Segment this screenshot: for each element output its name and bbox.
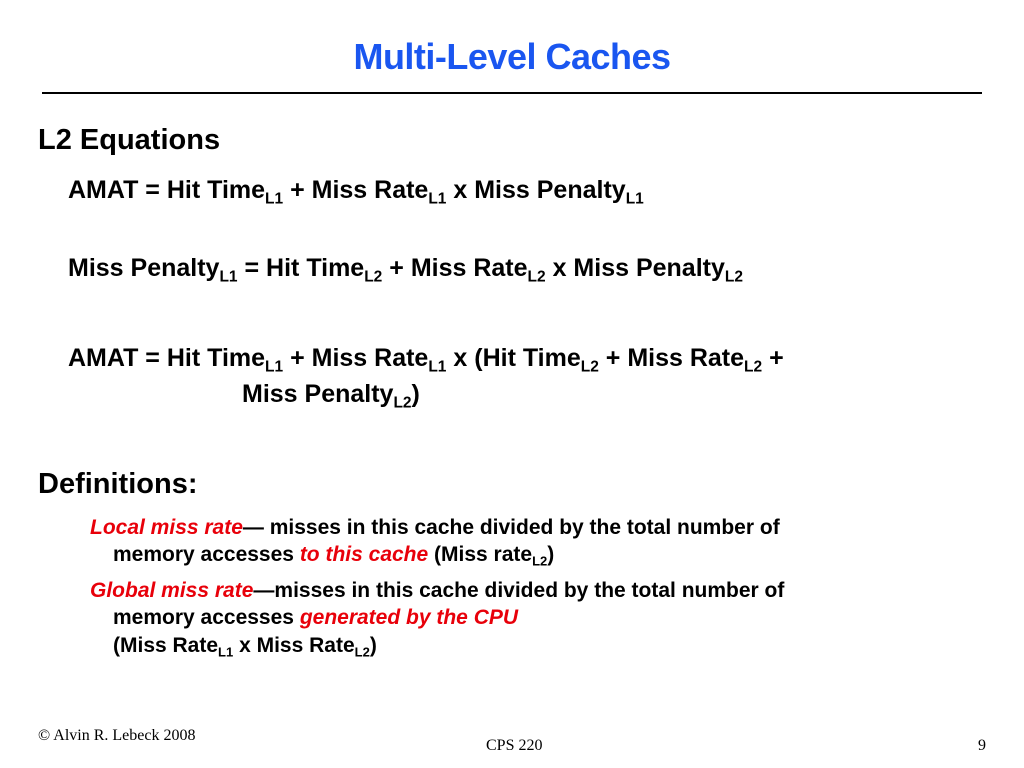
slide-title: Multi-Level Caches bbox=[353, 36, 671, 77]
equation-amat-expanded-line2: Miss Penalty$_{L2}$) bbox=[242, 380, 420, 412]
footer-page-number: 9 bbox=[978, 737, 986, 754]
emphasis-generated-by-cpu: generated by the CPU bbox=[299, 606, 519, 629]
equation-miss-penalty: Miss Penalty$_{L1}$ = Hit Time$_{L2}$ + Miss Rate$_{L2}$ x Miss Penalty$_{L2}$ bbox=[68, 254, 743, 286]
emphasis-to-this-cache: to this cache bbox=[299, 543, 429, 566]
footer-course: CPS 220 bbox=[486, 737, 543, 754]
definition-global-miss-rate-formula: (Miss Rate$_{L1}$ x Miss Rate$_{L2}$) bbox=[113, 634, 377, 660]
term-global-miss-rate: Global miss rate bbox=[90, 579, 254, 602]
term-local-miss-rate: Local miss rate bbox=[90, 516, 243, 539]
equation-amat: AMAT = Hit Time$_{L1}$ + Miss Rate$_{L1}$ x Miss Penalty$_{L1}$ bbox=[68, 176, 644, 208]
footer-copyright: © Alvin R. Lebeck 2008 bbox=[38, 727, 196, 744]
section-heading-l2-equations: L2 Equations bbox=[38, 124, 221, 156]
title-divider bbox=[42, 92, 982, 94]
section-heading-definitions: Definitions: bbox=[38, 468, 198, 500]
definition-global-miss-rate: Global miss rate—misses in this cache divided by the total number of bbox=[90, 579, 785, 602]
definition-local-miss-rate: Local miss rate— misses in this cache divided by the total number of bbox=[90, 516, 780, 539]
definition-local-miss-rate-cont: memory accesses to this cache (Miss rate$_{L2}$) bbox=[113, 543, 555, 569]
equation-amat-expanded-line1: AMAT = Hit Time$_{L1}$ + Miss Rate$_{L1}$ x (Hit Time$_{L2}$ + Miss Rate$_{L2}$ + bbox=[68, 344, 784, 376]
definition-global-miss-rate-cont: memory accesses generated by the CPU bbox=[113, 606, 519, 629]
